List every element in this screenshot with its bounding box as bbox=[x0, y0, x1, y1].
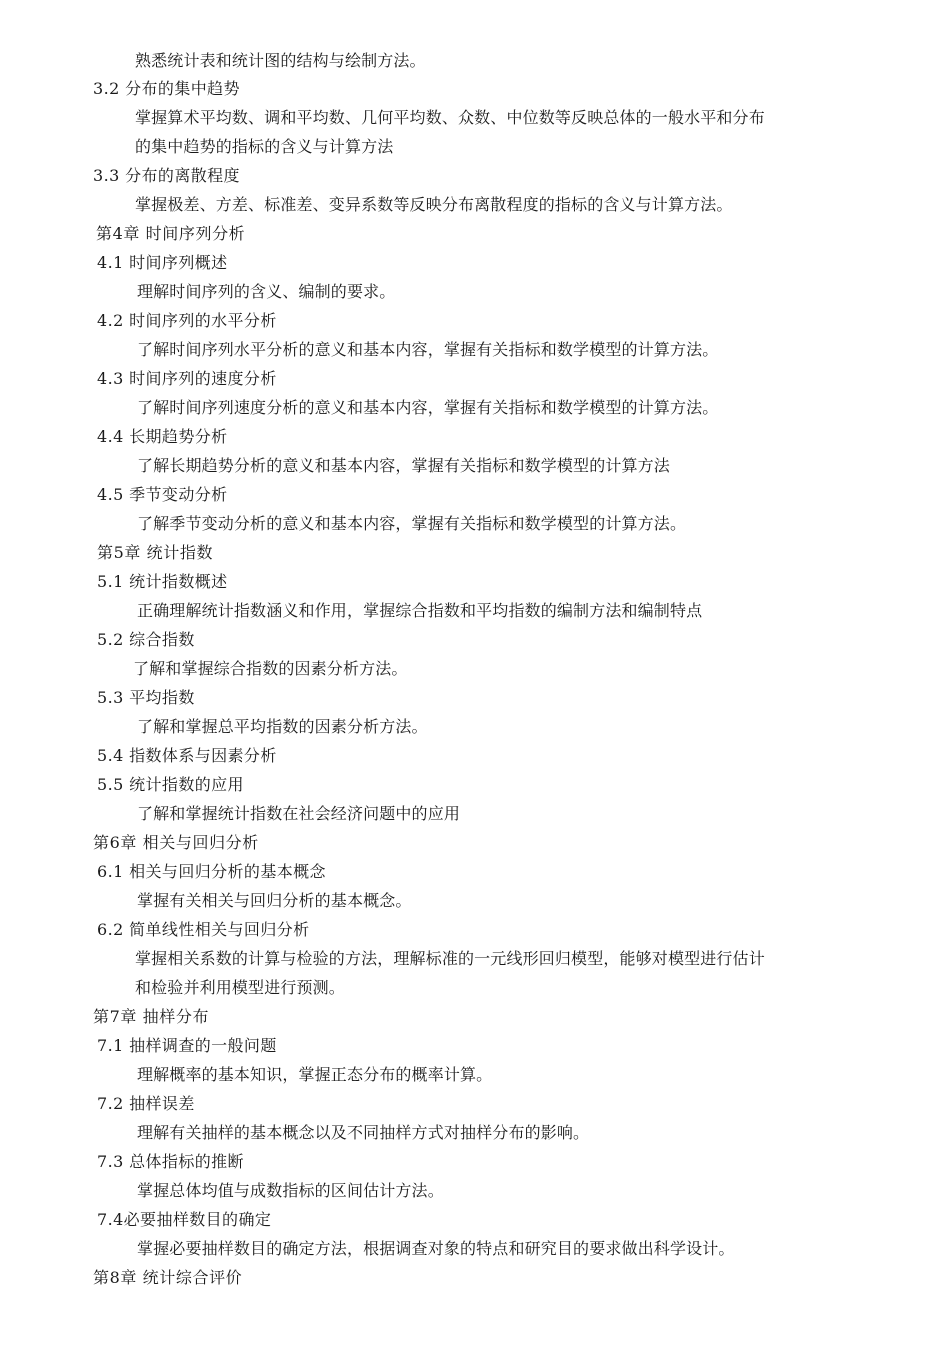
text-line: 掌握相关系数的计算与检验的方法，理解标准的一元线形回归模型，能够对模型进行估计 bbox=[135, 949, 765, 968]
text-line: 熟悉统计表和统计图的结构与绘制方法。 bbox=[135, 51, 426, 70]
section-heading: 7.2 抽样误差 bbox=[97, 1094, 195, 1113]
chapter-heading: 第8章 统计综合评价 bbox=[93, 1268, 243, 1287]
section-heading: 4.3 时间序列的速度分析 bbox=[97, 369, 277, 388]
chapter-heading: 第4章 时间序列分析 bbox=[96, 224, 246, 243]
text-line: 理解概率的基本知识，掌握正态分布的概率计算。 bbox=[137, 1065, 493, 1084]
section-heading: 3.3 分布的离散程度 bbox=[93, 166, 240, 185]
section-heading: 5.2 综合指数 bbox=[97, 630, 195, 649]
text-line: 了解时间序列水平分析的意义和基本内容，掌握有关指标和数学模型的计算方法。 bbox=[137, 340, 719, 359]
chapter-heading: 第5章 统计指数 bbox=[97, 543, 214, 562]
section-heading: 7.3 总体指标的推断 bbox=[97, 1152, 244, 1171]
section-heading: 7.1 抽样调查的一般问题 bbox=[97, 1036, 277, 1055]
text-line: 掌握总体均值与成数指标的区间估计方法。 bbox=[137, 1181, 444, 1200]
section-heading: 6.1 相关与回归分析的基本概念 bbox=[97, 862, 326, 881]
section-heading: 4.2 时间序列的水平分析 bbox=[97, 311, 277, 330]
section-heading: 7.4必要抽样数目的确定 bbox=[97, 1210, 272, 1229]
text-line: 了解和掌握统计指数在社会经济问题中的应用 bbox=[137, 804, 461, 823]
text-line: 了解和掌握综合指数的因素分析方法。 bbox=[133, 659, 408, 678]
section-heading: 5.1 统计指数概述 bbox=[97, 572, 228, 591]
text-line: 掌握算术平均数、调和平均数、几何平均数、众数、中位数等反映总体的一般水平和分布 bbox=[135, 108, 765, 127]
section-heading: 5.5 统计指数的应用 bbox=[97, 775, 244, 794]
text-line: 了解时间序列速度分析的意义和基本内容，掌握有关指标和数学模型的计算方法。 bbox=[137, 398, 719, 417]
section-heading: 5.4 指数体系与因素分析 bbox=[97, 746, 277, 765]
section-heading: 4.1 时间序列概述 bbox=[97, 253, 228, 272]
text-line: 正确理解统计指数涵义和作用，掌握综合指数和平均指数的编制方法和编制特点 bbox=[137, 601, 703, 620]
section-heading: 4.5 季节变动分析 bbox=[97, 485, 228, 504]
text-line: 了解季节变动分析的意义和基本内容，掌握有关指标和数学模型的计算方法。 bbox=[137, 514, 687, 533]
section-heading: 3.2 分布的集中趋势 bbox=[93, 79, 240, 98]
section-heading: 5.3 平均指数 bbox=[97, 688, 195, 707]
text-line: 掌握有关相关与回归分析的基本概念。 bbox=[137, 891, 412, 910]
text-line: 和检验并利用模型进行预测。 bbox=[135, 978, 345, 997]
text-line: 了解长期趋势分析的意义和基本内容，掌握有关指标和数学模型的计算方法 bbox=[137, 456, 670, 475]
text-line: 掌握极差、方差、标准差、变异系数等反映分布离散程度的指标的含义与计算方法。 bbox=[135, 195, 733, 214]
text-line: 理解时间序列的含义、编制的要求。 bbox=[137, 282, 396, 301]
text-line: 了解和掌握总平均指数的因素分析方法。 bbox=[137, 717, 428, 736]
text-line: 掌握必要抽样数目的确定方法，根据调查对象的特点和研究目的要求做出科学设计。 bbox=[137, 1239, 735, 1258]
section-heading: 6.2 简单线性相关与回归分析 bbox=[97, 920, 310, 939]
chapter-heading: 第6章 相关与回归分析 bbox=[93, 833, 259, 852]
text-line: 的集中趋势的指标的含义与计算方法 bbox=[135, 137, 394, 156]
section-heading: 4.4 长期趋势分析 bbox=[97, 427, 228, 446]
chapter-heading: 第7章 抽样分布 bbox=[93, 1007, 210, 1026]
text-line: 理解有关抽样的基本概念以及不同抽样方式对抽样分布的影响。 bbox=[137, 1123, 590, 1142]
